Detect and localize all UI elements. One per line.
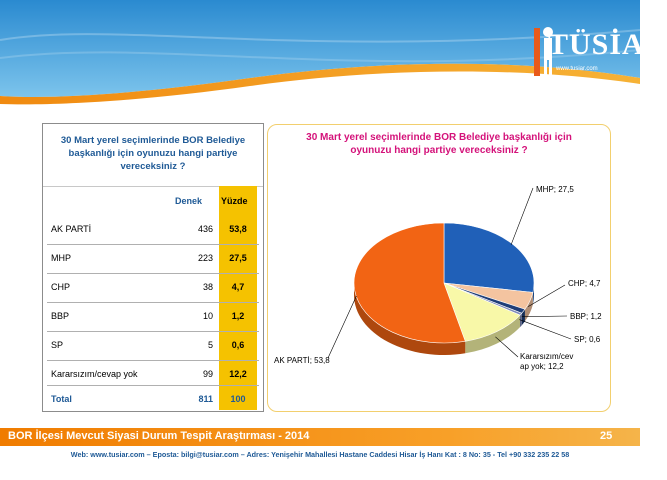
logo-name: TÜSİAR bbox=[548, 28, 667, 61]
row-label: MHP bbox=[51, 253, 71, 263]
footer-contact: Web: www.tusiar.com – Eposta: bilgi@tusiar.com – Adres: Yenişehir Mahallesi Hastane Caddesi Hisar İş Hanı Kat : 8 No: 35 - Tel +90 332 235 22 58 bbox=[70, 450, 570, 459]
slice-label-ak-parti-53-8: AK PARTİ; 53,8 bbox=[274, 356, 330, 365]
pie-chart-panel bbox=[267, 124, 611, 412]
row-count: 99 bbox=[202, 369, 213, 379]
table-row bbox=[43, 245, 263, 273]
row-percent: 4,7 bbox=[231, 282, 245, 292]
col-header-count: Denek bbox=[175, 196, 203, 206]
total-percent: 100 bbox=[230, 394, 246, 404]
table-question: 30 Mart yerel seçimlerinde BOR Belediye başkanlığı için oyunuzu hangi partiye vereceksiniz ? bbox=[60, 135, 246, 172]
results-table bbox=[42, 123, 264, 412]
pie-slice-mhp-27-5 bbox=[444, 223, 534, 292]
slice-label-karars-z-m-cevap-yok-12-2 bbox=[520, 352, 573, 372]
row-count: 223 bbox=[197, 253, 213, 263]
page-number: 25 bbox=[600, 430, 613, 442]
leader-line-bbp-1-2 bbox=[522, 316, 567, 317]
row-count: 10 bbox=[202, 311, 213, 321]
row-label: AK PARTİ bbox=[51, 224, 92, 234]
col-header-percent: Yüzde bbox=[221, 196, 248, 206]
row-percent: 53,8 bbox=[229, 224, 247, 234]
row-percent: 12,2 bbox=[229, 369, 247, 379]
leader-line-mhp-27-5 bbox=[511, 188, 533, 245]
leader-line-karars-z-m-cevap-yok-12-2 bbox=[495, 337, 518, 357]
row-label: BBP bbox=[51, 311, 70, 321]
table-row bbox=[43, 303, 263, 331]
row-percent: 1,2 bbox=[231, 311, 245, 321]
row-label: Kararsızım/cevap yok bbox=[51, 369, 138, 379]
footer-banner-title: BOR İlçesi Mevcut Siyasi Durum Tespit Araştırması - 2014 bbox=[8, 430, 310, 442]
total-count: 811 bbox=[198, 394, 213, 404]
table-row bbox=[43, 274, 263, 302]
row-label: CHP bbox=[51, 282, 71, 292]
leader-line-ak-parti-53-8 bbox=[328, 296, 356, 358]
slice-label-chp-4-7: CHP; 4,7 bbox=[568, 279, 601, 288]
leader-line-sp-0-6 bbox=[519, 320, 571, 339]
slice-label-sp-0-6: SP; 0,6 bbox=[574, 335, 601, 344]
slice-label-mhp-27-5: MHP; 27,5 bbox=[536, 185, 574, 194]
slice-label-line: Kararsızım/cev bbox=[520, 352, 574, 361]
table-row bbox=[43, 332, 263, 360]
chart-title: 30 Mart yerel seçimlerinde BOR Belediye başkanlığı için oyunuzu hangi partiye vereceksiniz ? bbox=[306, 132, 572, 156]
table-row-total bbox=[43, 386, 263, 414]
logo-sub: www.tusiar.com bbox=[556, 66, 598, 72]
slice-label-bbp-1-2: BBP; 1,2 bbox=[570, 312, 602, 321]
row-percent: 27,5 bbox=[229, 253, 247, 263]
total-label: Total bbox=[51, 394, 72, 404]
row-label: SP bbox=[51, 340, 64, 350]
row-percent: 0,6 bbox=[231, 340, 245, 350]
table-row bbox=[43, 216, 263, 244]
slice-label-line: ap yok; 12,2 bbox=[520, 362, 564, 371]
row-count: 436 bbox=[197, 224, 213, 234]
row-count: 5 bbox=[207, 340, 213, 350]
row-count: 38 bbox=[202, 282, 213, 292]
